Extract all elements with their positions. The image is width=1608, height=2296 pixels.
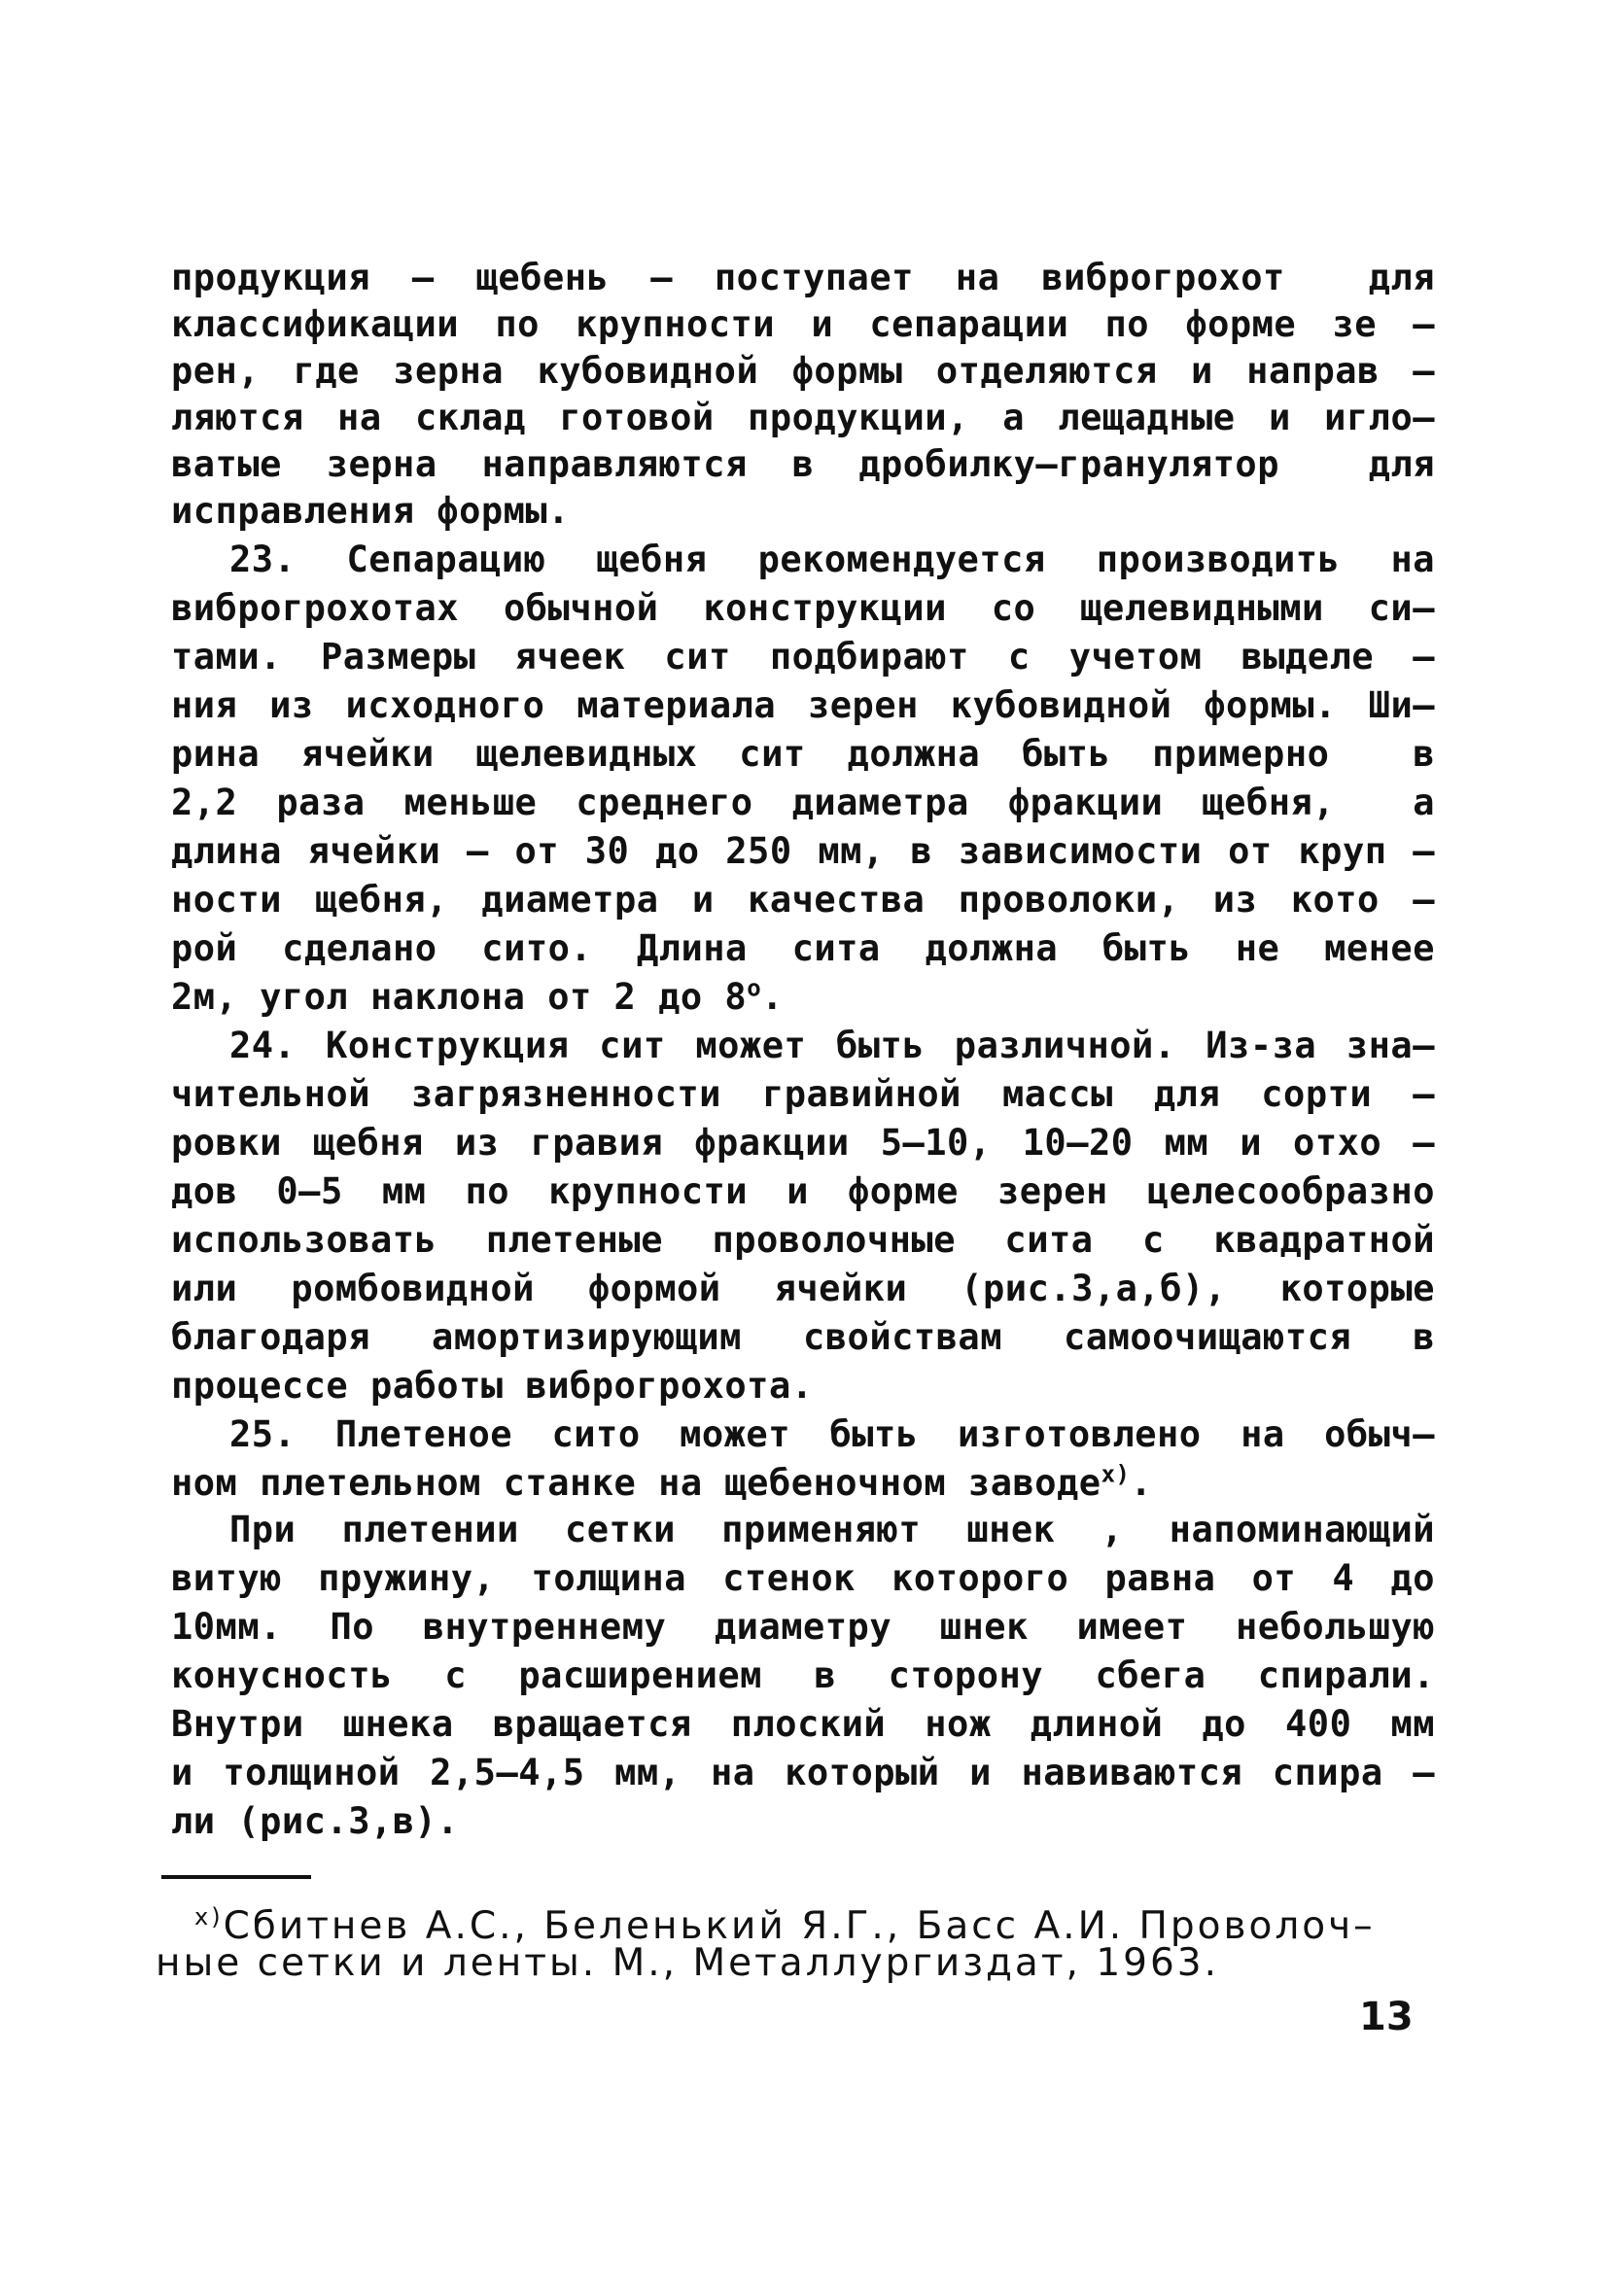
- footnote-mark: х): [194, 1903, 224, 1931]
- footnote-line: [194, 1903, 1439, 1948]
- footnote-divider: [161, 1875, 311, 1879]
- body-line: ватые зерна направляются в дробилку–гранулятор для: [171, 443, 1435, 485]
- body-line-with-footnote-mark: [171, 1460, 1435, 1507]
- page-number: 13: [1359, 1995, 1414, 2039]
- body-line: или ромбовидной формой ячейки (рис.3,а,б), которые: [171, 1268, 1435, 1309]
- body-line: виброгрохотах обычной конструкции со щелевидными си–: [171, 587, 1435, 629]
- paragraph-start: При плетении сетки применяют шнек , напоминающий: [229, 1509, 1435, 1550]
- body-line: исправления формы.: [171, 490, 570, 532]
- body-line: рина ячейки щелевидных сит должна быть примерно в: [171, 733, 1435, 775]
- paragraph-25-start: 25. Плетеное сито может быть изготовлено на обыч–: [229, 1413, 1435, 1455]
- body-line: благодаря амортизирующим свойствам самоочищаются в: [171, 1316, 1435, 1358]
- body-line-with-degree: [171, 974, 1435, 1021]
- footnote-reference-tail: .: [1130, 1462, 1153, 1504]
- footnote-reference: х): [1101, 1460, 1131, 1488]
- body-line: дов 0–5 мм по крупности и форме зерен целесообразно: [171, 1170, 1435, 1212]
- paragraph-24-start: 24. Конструкция сит может быть различной. Из-за зна–: [229, 1025, 1435, 1066]
- body-line: тами. Размеры ячеек сит подбирают с учетом выделе –: [171, 636, 1435, 678]
- paragraph-23-start: 23. Сепарацию щебня рекомендуется производить на: [229, 539, 1435, 580]
- degree-mark: о: [747, 974, 762, 1002]
- body-line: 2,2 раза меньше среднего диаметра фракции щебня, а: [171, 782, 1435, 823]
- body-line: классификации по крупности и сепарации по форме зе –: [171, 303, 1435, 345]
- body-line: ровки щебня из гравия фракции 5–10, 10–20 мм и отхо –: [171, 1122, 1435, 1164]
- body-line: чительной загрязненности гравийной массы для сорти –: [171, 1073, 1435, 1115]
- body-line: продукция – щебень – поступает на виброгрохот для: [171, 257, 1435, 298]
- body-line-text: 2м, угол наклона от 2 до 8: [171, 976, 748, 1018]
- body-line: ли (рис.3,в).: [171, 1800, 460, 1842]
- body-line: Внутри шнека вращается плоский нож длиной до 400 мм: [171, 1703, 1435, 1745]
- body-line: 10мм. По внутреннему диаметру шнек имеет небольшую: [171, 1606, 1435, 1648]
- body-line: ния из исходного материала зерен кубовидной формы. Ши–: [171, 684, 1435, 726]
- body-line: ности щебня, диаметра и качества проволоки, из кото –: [171, 879, 1435, 921]
- body-line: и толщиной 2,5–4,5 мм, на который и навиваются спира –: [171, 1752, 1435, 1793]
- footnote-line: ные сетки и ленты. М., Металлургиздат, 1963.: [156, 1941, 1219, 1985]
- body-line: использовать плетеные проволочные сита с квадратной: [171, 1219, 1435, 1261]
- body-line: длина ячейки – от 30 до 250 мм, в зависимости от круп –: [171, 830, 1435, 872]
- body-line: ляются на склад готовой продукции, а лещадные и игло–: [171, 397, 1435, 438]
- body-line: рой сделано сито. Длина сита должна быть не менее: [171, 927, 1435, 969]
- footnote-text: Сбитнев А.С., Беленький Я.Г., Басс А.И. Проволоч–: [223, 1904, 1376, 1948]
- body-line: витую пружину, толщина стенок которого равна от 4 до: [171, 1557, 1435, 1599]
- body-line: процессе работы виброгрохота.: [171, 1365, 814, 1407]
- body-line-text: ном плетельном станке на щебеночном заводе: [171, 1462, 1101, 1504]
- body-line: конусность с расширением в сторону сбега спирали.: [171, 1654, 1435, 1696]
- body-line: рен, где зерна кубовидной формы отделяются и направ –: [171, 350, 1435, 392]
- degree-tail: .: [761, 976, 784, 1018]
